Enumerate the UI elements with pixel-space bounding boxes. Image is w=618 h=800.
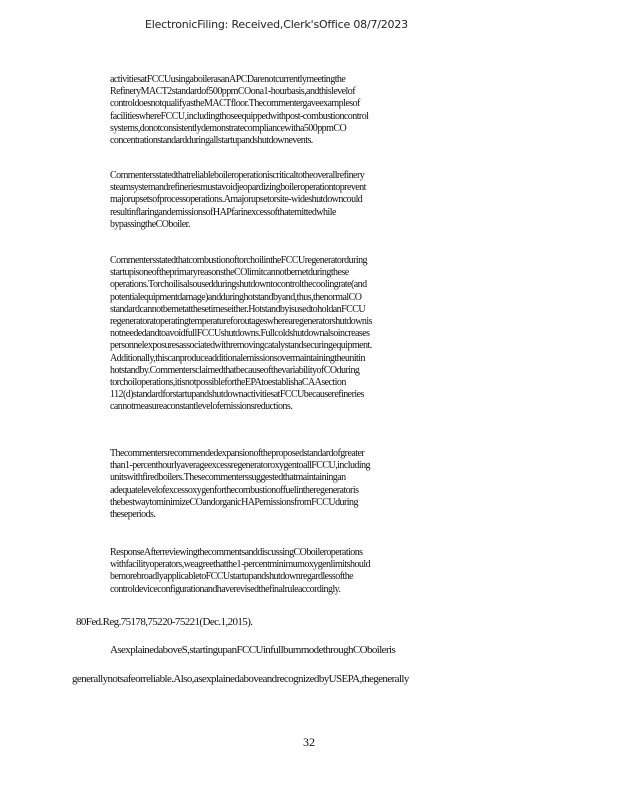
quote-line: resultinflaringandemissionsofHAPfarinexcessofthatemittedwhile bbox=[110, 206, 336, 218]
quote-line: notneededandtoavoidfullFCCUshutdowns.Fullcoldshutdownalsoincreases bbox=[110, 328, 370, 340]
quote-line: cannotmeasureaconstantlevelofemissionsreductions. bbox=[110, 401, 293, 413]
quote-line: systems,donotconsistentlydemonstratecompliancewitha500ppmCO bbox=[110, 122, 347, 134]
quote-line: torchoiloperations,itisnotpossiblefortheEPAtoestablishaCAAsection bbox=[110, 377, 346, 389]
quote-line: adequatelevelofexcessoxygenforthecombustionoffuelintheregeneratoris bbox=[110, 484, 359, 496]
quote-line: CommentersstatedthatcombustionoftorchoilintheFCCUregeneratorduring bbox=[110, 255, 367, 266]
quote-paragraph-1 bbox=[110, 74, 510, 147]
filing-stamp: ElectronicFiling: Received,Clerk'sOffice 08/7/2023 bbox=[145, 18, 408, 31]
quote-line: bypassingtheCOboiler. bbox=[110, 218, 190, 230]
quote-line: withfacilityoperators,weagreethatthe1-percentminimumoxygenlimitshould bbox=[110, 559, 371, 571]
citation: 80Fed.Reg.75178,75220-75221(Dec.1,2015). bbox=[76, 616, 253, 628]
quote-line: standardcannotbemetatthesetimeseither.HotstandbyisusedtoholdanFCCU bbox=[110, 303, 366, 315]
quote-line: operations.Torchoilisalsousedduringshutdowntocontrolthecoolingrate(and bbox=[110, 279, 367, 291]
quote-line: Thecommentersrecommendedexpansionoftheproposedstandardofgreater bbox=[110, 448, 365, 459]
quote-line: Commentersstatedthatreliableboileroperationiscriticaltotheoverallrefinery bbox=[110, 170, 365, 181]
quote-line: activitiesatFCCUusingaboilerasanAPCDarenotcurrentlymeetingthe bbox=[110, 74, 346, 85]
quote-paragraph-3 bbox=[110, 255, 510, 414]
quote-line: Additionally,thiscanproduceadditionalemissionsovermaintainingtheunitin bbox=[110, 352, 365, 364]
quote-line: 112(d)standardforstartupandshutdownactivitiesatFCCUbecauserefineries bbox=[110, 389, 364, 401]
quote-line: bemorebroadlyapplicabletoFCCUstartupandshutdownregardlessofthe bbox=[110, 571, 354, 583]
quote-line: unitswithfiredboilers.Thesecommenterssuggestedthatmaintainingan bbox=[110, 472, 346, 484]
quote-paragraph-2 bbox=[110, 170, 510, 231]
body-text-line: AsexplainedaboveS,startingupanFCCUinfullburnmodethroughCOboileris bbox=[110, 644, 396, 656]
quote-line: thebestwaytominimizeCOandorganicHAPemissionsfromFCCUduring bbox=[110, 496, 358, 508]
quote-line: controldoesnotqualifyastheMACTfloor.Thecommentergaveexamplesof bbox=[110, 98, 360, 110]
body-text-line: generallynotsafeorreliable.Also,asexplainedaboveandrecognizedbyUSEPA,thegenerally bbox=[72, 673, 409, 685]
quote-line: theseperiods. bbox=[110, 509, 156, 521]
quote-paragraph-4 bbox=[110, 448, 510, 521]
quote-line: personnelexposuresassociatedwithremovingcatalystandsecuringequipment. bbox=[110, 340, 372, 352]
quote-line: ResponseAfterreviewingthecommentsanddiscussingCOboileroperations bbox=[110, 547, 363, 558]
page-number: 32 bbox=[303, 735, 315, 749]
quote-line: potentialequipmentdamage)andduringhotstandbyand,thus,thenormalCO bbox=[110, 291, 362, 303]
quote-paragraph-5 bbox=[110, 547, 510, 596]
quote-line: majorupsetsofprocessoperations.Amajorupsetorsite-wideshutdowncould bbox=[110, 194, 363, 206]
quote-line: startupisoneoftheprimaryreasonstheCOlimitcannotbemetduringthese bbox=[110, 267, 349, 279]
quote-line: hotstandby.CommentersclaimedthatbecauseofthevariabilityofCOduring bbox=[110, 364, 360, 376]
quote-line: RefineryMACT2standardof500ppmCOona1-hourbasis,andthislevelof bbox=[110, 86, 356, 98]
quote-line: controldeviceconfigurationandhaverevisedthefinalruleaccordingly. bbox=[110, 583, 341, 595]
quote-line: than1-percenthourlyaverageexcessregeneratoroxygentoallFCCU,including bbox=[110, 460, 370, 472]
quote-line: concentrationstandardduringallstartupandshutdownevents. bbox=[110, 135, 313, 147]
quote-line: regeneratoratoperatingtemperatureforoutageswherearegeneratorshutdownis bbox=[110, 316, 372, 328]
quote-line: facilitieswhereFCCU,includingthoseequippedwithpost-combustioncontrol bbox=[110, 110, 369, 122]
quote-line: steamsystemandrefineriesmustavoidjeopardizingboileroperationtoprevent bbox=[110, 182, 366, 194]
